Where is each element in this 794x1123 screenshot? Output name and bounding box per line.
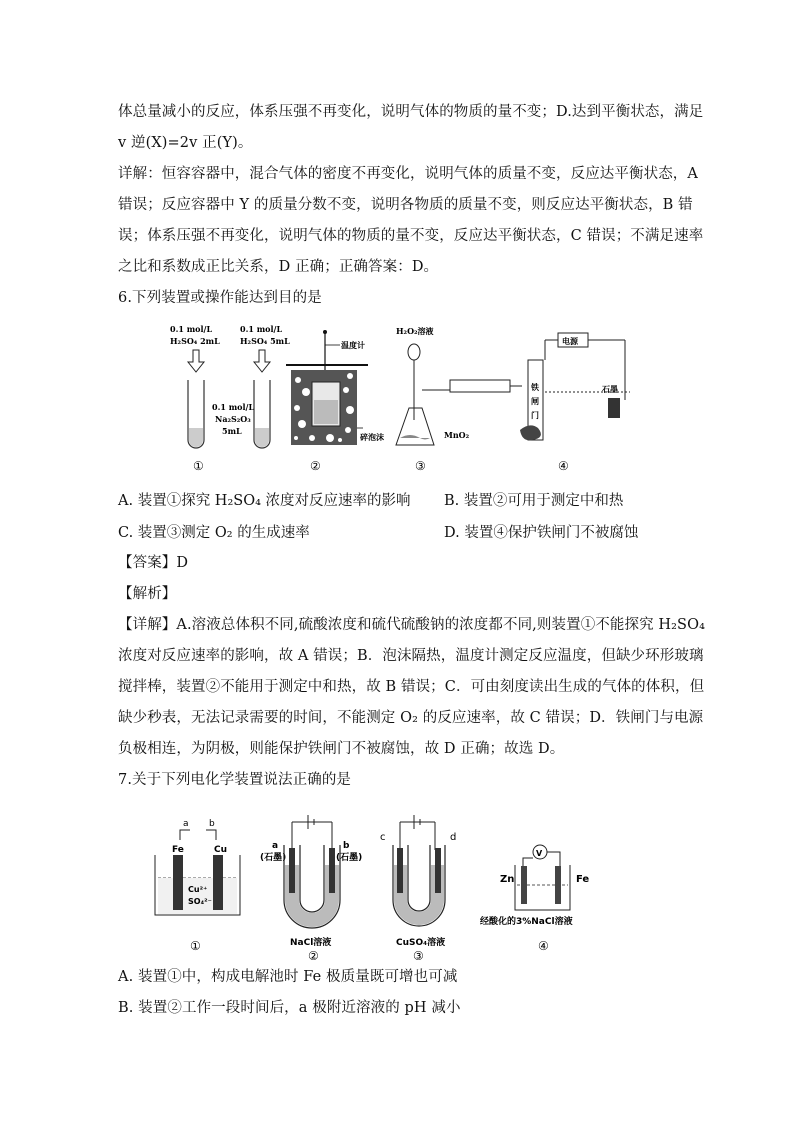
- figure-q7: [150, 800, 630, 960]
- figure-q6: [160, 320, 630, 475]
- label-cuso4: CuSO₄溶液: [396, 938, 446, 948]
- label-gate-1: 铁: [531, 382, 539, 392]
- text-line: 错误；反应容器中 Y 的质量分数不变，说明各物质的质量不变，则反应达平衡状态，B 错: [118, 197, 693, 213]
- text-line: 误；体系压强不再变化，说明气体的物质的量不变，反应达平衡状态，C 错误；不满足速率: [118, 228, 704, 244]
- label-thio: Na₂S₂O₃: [215, 414, 251, 424]
- label-mno2: MnO₂: [444, 430, 470, 440]
- label-fe-4: Fe: [576, 874, 590, 885]
- label-cu2: Cu²⁺: [188, 885, 208, 894]
- label-so4: SO₄²⁻: [188, 897, 212, 906]
- label-voltmeter: V: [536, 849, 543, 858]
- text-line: v 逆(X)=2v 正(Y)。: [118, 135, 253, 151]
- figure-number-2: ②: [308, 949, 319, 960]
- text-line: 详解：恒容容器中，混合气体的密度不再变化，说明气体的质量不变，反应达平衡状态，A: [118, 166, 698, 182]
- label-thio-vol: 5mL: [222, 426, 242, 436]
- option-6C: C. 装置③测定 O₂ 的生成速率: [118, 525, 310, 541]
- apparatus-3: [396, 326, 522, 473]
- figure-number-4: ④: [558, 459, 569, 473]
- question-6: 6.下列装置或操作能达到目的是: [118, 290, 322, 306]
- cell-4: [480, 845, 589, 953]
- option-6A: A. 装置①探究 H₂SO₄ 浓度对反应速率的影响: [118, 493, 411, 509]
- label-cu: Cu: [214, 845, 228, 855]
- label-acid-vol-1: H₂SO₄ 2mL: [170, 336, 220, 346]
- text-line: 之比和系数成正比关系，D 正确；正确答案：D。: [118, 259, 439, 275]
- text-line: 体总量减小的反应，体系压强不再变化，说明气体的物质的量不变；D.达到平衡状态，满足: [118, 104, 704, 120]
- figure-number-2: ②: [310, 459, 321, 473]
- explanation-line: 搅拌棒，装置②不能用于测定中和热，故 B 错误；C．可由刻度读出生成的气体的体积，但: [118, 679, 705, 695]
- answer: 【答案】D: [118, 555, 189, 571]
- label-a-1: a: [183, 819, 189, 829]
- cell-1: [155, 819, 240, 953]
- label-b-graphite: (石墨): [336, 853, 363, 863]
- label-acid-conc-2: 0.1 mol/L: [240, 324, 283, 334]
- label-a-graphite: (石墨): [260, 853, 287, 863]
- apparatus-2: [286, 330, 384, 473]
- figure-number-4: ④: [538, 939, 549, 953]
- label-c: c: [380, 832, 386, 843]
- label-acid-conc-1: 0.1 mol/L: [170, 324, 213, 334]
- figure-number-1: ①: [193, 459, 204, 473]
- label-graphite: 石墨: [602, 384, 618, 394]
- figure-number-3: ③: [413, 949, 424, 960]
- label-fe: Fe: [172, 845, 184, 855]
- label-a-2: a: [272, 841, 279, 851]
- label-d: d: [450, 832, 457, 843]
- explanation-line: 负极相连，为阴极，则能保护铁闸门不被腐蚀，故 D 正确；故选 D。: [118, 741, 565, 757]
- option-6B: B. 装置②可用于测定中和热: [444, 493, 624, 509]
- label-zn: Zn: [500, 874, 515, 885]
- label-gate-3: 门: [531, 410, 539, 420]
- label-h2o2: H₂O₂溶液: [396, 326, 434, 336]
- question-7: 7.关于下列电化学装置说法正确的是: [118, 772, 352, 788]
- label-power: 电源: [562, 336, 578, 346]
- label-thio-conc: 0.1 mol/L: [212, 402, 255, 412]
- figure-number-3: ③: [415, 459, 426, 473]
- apparatus-1: [170, 324, 290, 473]
- explanation-line: 浓度对反应速率的影响，故 A 错误；B．泡沫隔热，温度计测定反应温度，但缺少环形玻璃: [118, 648, 704, 664]
- option-7B: B. 装置②工作一段时间后，a 极附近溶液的 pH 减小: [118, 1000, 461, 1016]
- label-b-1: b: [209, 819, 215, 829]
- figure-number-1: ①: [190, 939, 201, 953]
- label-b-2: b: [343, 841, 350, 851]
- label-thermometer: 温度计: [341, 340, 365, 350]
- cell-2: [260, 815, 362, 960]
- explanation-line: 缺少秒表，无法记录需要的时间，不能测定 O₂ 的反应速率，故 C 错误；D．铁闸门与电源: [118, 710, 704, 726]
- label-acid-vol-2: H₂SO₄ 5mL: [240, 336, 290, 346]
- label-acidified-nacl: 经酸化的3%NaCl溶液: [480, 917, 573, 927]
- label-foam: 碎泡沫: [360, 432, 384, 442]
- cell-3: [380, 815, 456, 960]
- explanation-line: 【详解】A.溶液总体积不同,硫酸浓度和硫代硫酸钠的浓度都不同,则装置①不能探究 H₂SO₄: [118, 617, 705, 633]
- apparatus-4: [520, 333, 630, 473]
- label-nacl: NaCl溶液: [290, 938, 332, 948]
- option-6D: D. 装置④保护铁闸门不被腐蚀: [444, 525, 639, 541]
- label-gate-2: 闸: [531, 396, 539, 406]
- option-7A: A. 装置①中，构成电解池时 Fe 极质量既可增也可减: [118, 969, 458, 985]
- analysis-heading: 【解析】: [118, 586, 177, 602]
